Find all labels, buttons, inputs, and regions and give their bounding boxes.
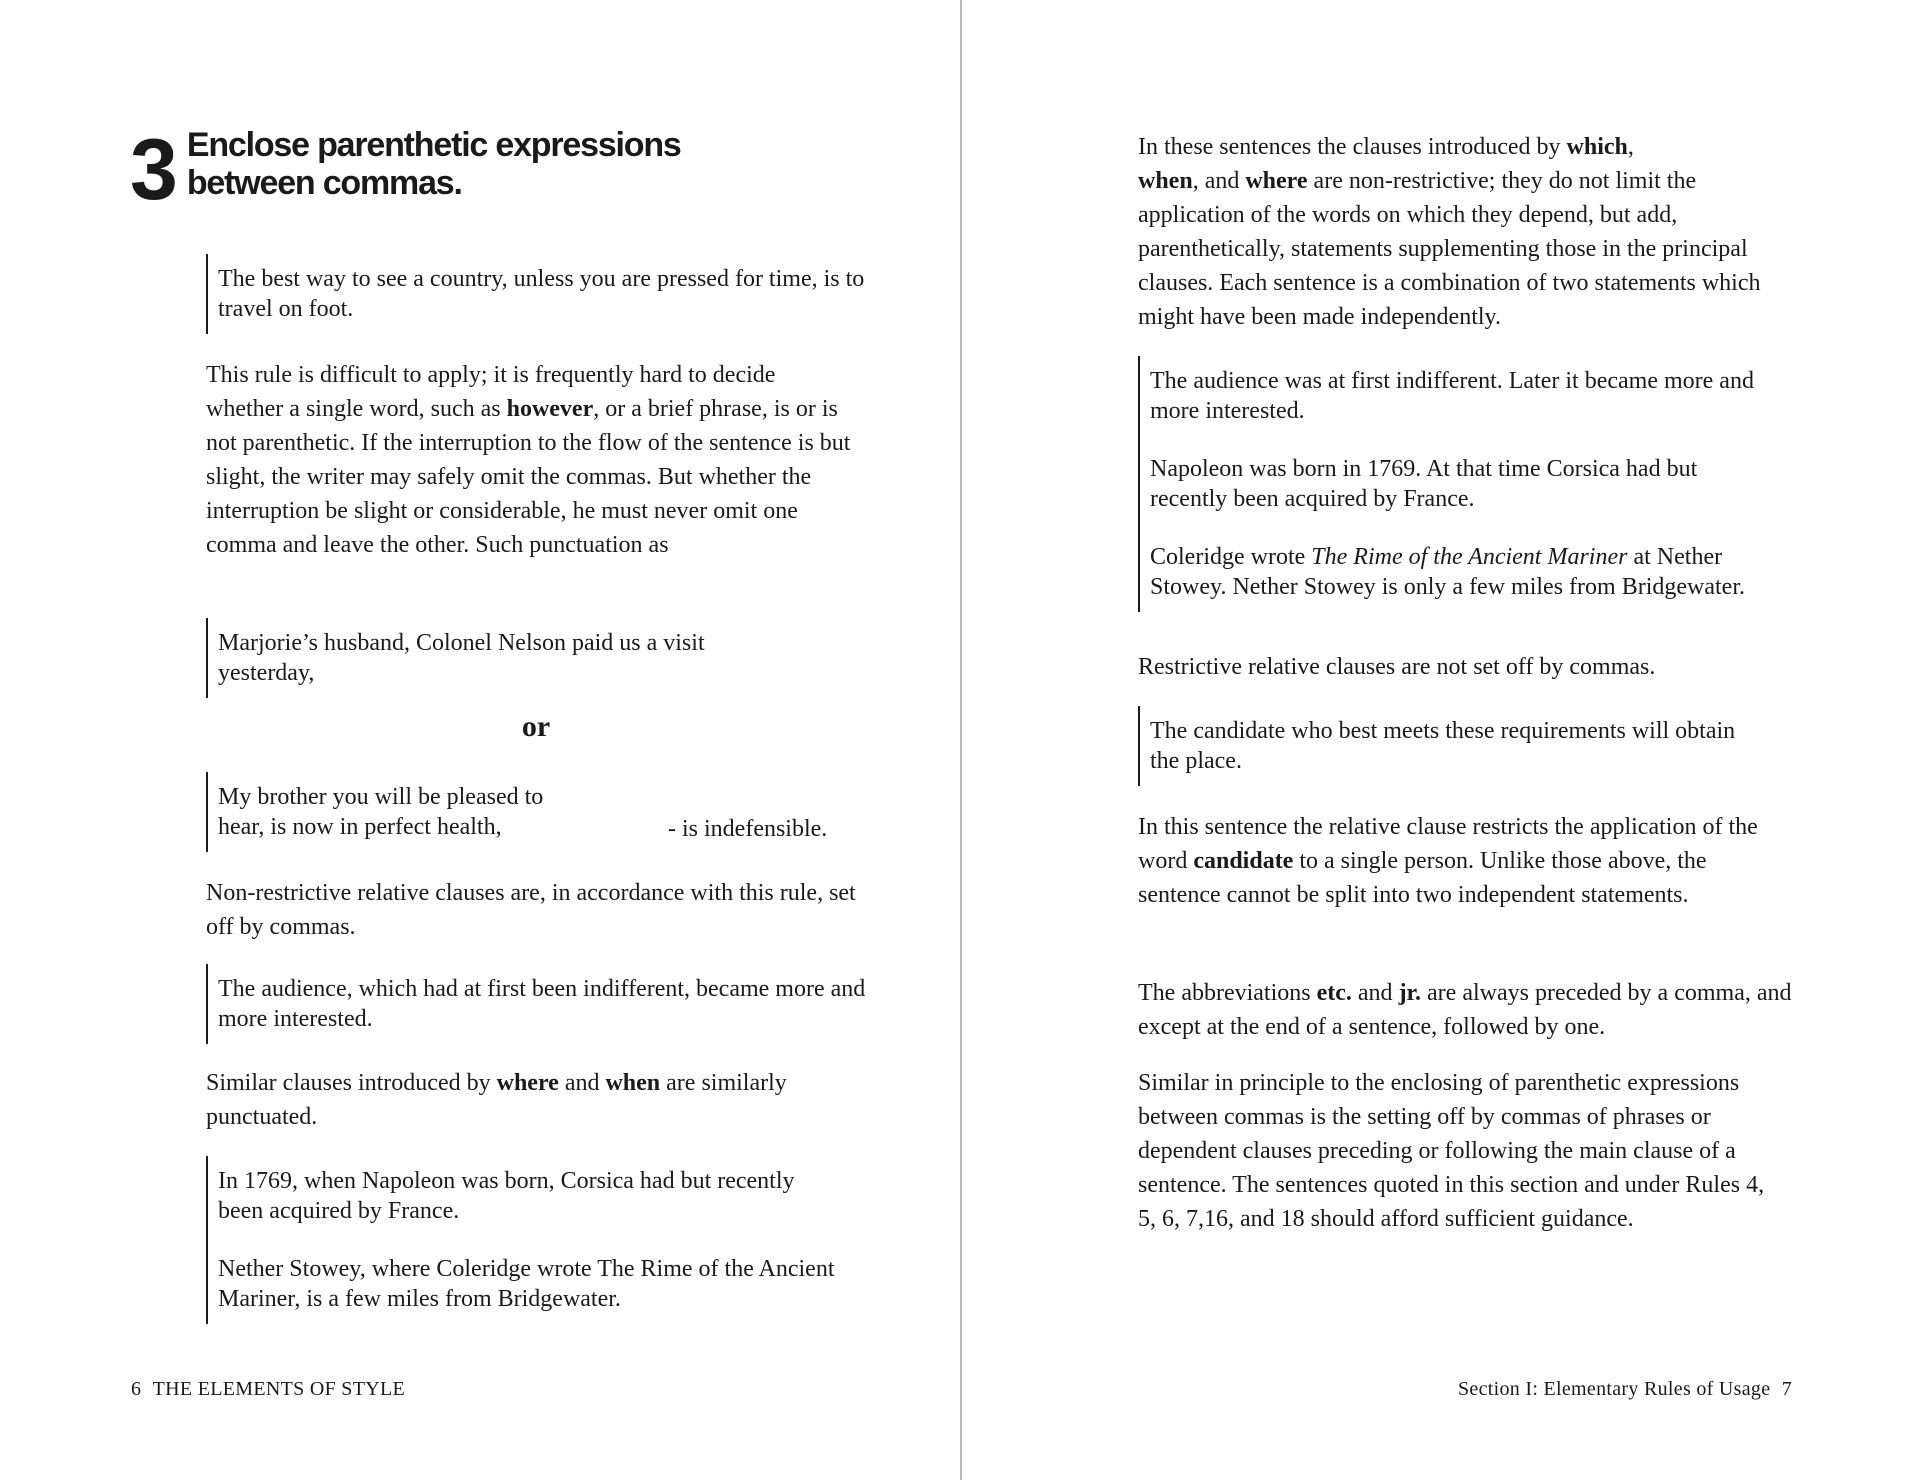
text-run: are non-restrictive; they do not limit the application of the words on which they depend, but add, parenthetically, statements supplementing those in the principal clauses. Each sentence is a combination of two statements which might have been made independently.	[1138, 168, 1761, 330]
bold-term: when	[605, 1070, 661, 1096]
left-footer	[131, 1378, 411, 1401]
text-run: , and	[1192, 168, 1246, 194]
left-quote-5-block	[206, 1156, 866, 1324]
text-run: to a single person. Unlike those above, the sentence cannot be split into two independent statements.	[1138, 848, 1707, 908]
left-quote-3-block	[206, 772, 866, 852]
left-paragraph-3	[206, 1066, 866, 1134]
text-run: Coleridge wrote	[1150, 544, 1312, 570]
bold-term: where	[1245, 168, 1308, 194]
example-quote	[206, 1156, 838, 1324]
body-paragraph	[206, 358, 856, 562]
text-run: are always preceded by a comma, and except at the end of a sentence, followed by one.	[1138, 980, 1792, 1040]
example-quote	[206, 618, 778, 698]
text-run: and	[1351, 980, 1399, 1006]
body-paragraph	[1138, 810, 1788, 912]
example-quote	[1138, 706, 1770, 786]
body-paragraph: Similar in principle to the enclosing of parenthetic expressions between commas is the setting off by commas of phrases or dependent clauses preceding or following the main clause of a sentence. The sentences quoted in this section and under Rules 4, 5, 6, 7,16, and 18 should afford sufficient guidance.	[1138, 1070, 1765, 1232]
rule-title-line1: Enclose parenthetic expressions	[186, 126, 681, 164]
right-paragraph-4	[1138, 976, 1798, 1044]
example-sentence: Nether Stowey, where Coleridge wrote The Rime of the Ancient Mariner, is a few miles from Bridgewater.	[218, 1256, 835, 1312]
example-sentence: Napoleon was born in 1769. At that time Corsica had but recently been acquired by France.	[1150, 456, 1698, 512]
text-run: are similarly punctuated.	[206, 1070, 787, 1130]
example-sentence-line2: hear, is now in perfect health,	[218, 814, 502, 840]
example-quote	[206, 964, 868, 1044]
example-sentence	[1150, 542, 1770, 602]
example-sentence: Marjorie’s husband, Colonel Nelson paid us a visit yesterday,	[218, 630, 705, 686]
example-sentence: The audience, which had at first been indifferent, became more and more interested.	[218, 976, 866, 1032]
rule-number: 3	[130, 122, 175, 218]
example-sentence: The candidate who best meets these requirements will obtain the place.	[1150, 718, 1736, 774]
text-run: Similar clauses introduced by	[206, 1070, 497, 1096]
rule-title	[187, 126, 681, 202]
right-quote-1-block	[1138, 356, 1798, 612]
left-paragraph-1	[206, 358, 856, 562]
book-title: THE ELEMENTS OF STYLE	[152, 1378, 406, 1400]
bold-term: jr.	[1398, 980, 1422, 1006]
text-run: ,	[1627, 134, 1634, 160]
text-run: The abbreviations	[1138, 980, 1317, 1006]
text-run: In these sentences the clauses introduced by	[1138, 134, 1567, 160]
example-quote	[1138, 356, 1770, 612]
bold-term: which	[1566, 134, 1628, 160]
indefensible-note: - is indefensible.	[668, 816, 828, 842]
example-sentence-line1: My brother you will be pleased to	[218, 784, 544, 810]
right-paragraph-3	[1138, 810, 1788, 912]
body-paragraph: Non-restrictive relative clauses are, in accordance with this rule, set off by commas.	[206, 880, 856, 940]
right-footer	[1452, 1378, 1792, 1401]
right-paragraph-2	[1138, 650, 1798, 684]
body-paragraph	[1138, 130, 1778, 334]
example-sentence: The audience was at first indifferent. Later it became more and more interested.	[1150, 368, 1754, 424]
example-sentence: The best way to see a country, unless you are pressed for time, is to travel on foot.	[218, 266, 865, 322]
body-paragraph: Restrictive relative clauses are not set off by commas.	[1138, 654, 1656, 680]
left-quote-4-block	[206, 964, 866, 1044]
right-paragraph-5	[1138, 1066, 1788, 1236]
right-page	[962, 0, 1920, 1480]
rule-heading	[130, 122, 681, 218]
left-paragraph-2	[206, 876, 866, 944]
example-quote	[206, 254, 868, 334]
bold-term: when	[1138, 168, 1193, 194]
page-number: 7	[1781, 1378, 1792, 1400]
text-run: This rule is difficult to apply; it is frequently hard to decide whether a single word, such as	[206, 362, 776, 422]
left-quote-1-block	[206, 254, 866, 334]
bold-term: however	[506, 396, 594, 422]
body-paragraph	[206, 1066, 866, 1134]
example-sentence: In 1769, when Napoleon was born, Corsica had but recently been acquired by France.	[218, 1168, 795, 1224]
text-run: , or a brief phrase, is or is not parenthetic. If the interruption to the flow of the sentence is but slight, the writer may safely omit the commas. But whether the interruption be slight or considerable, he must never omit one comma and leave the other. Such punctuation as	[206, 396, 851, 558]
rule-title-line2: between commas.	[186, 164, 462, 202]
right-quote-2-block	[1138, 706, 1798, 786]
bold-term: where	[496, 1070, 559, 1096]
or-separator: or	[521, 710, 551, 743]
text-run: In this sentence the relative clause restricts the application of the word	[1138, 814, 1758, 874]
body-paragraph	[1138, 976, 1798, 1044]
right-paragraph-1	[1138, 130, 1778, 334]
example-quote	[206, 772, 638, 852]
bold-term: candidate	[1193, 848, 1294, 874]
italic-title: The Rime of the Ancient Mariner	[1311, 544, 1628, 570]
left-quote-2-block	[206, 618, 866, 698]
page-number: 6	[131, 1378, 142, 1400]
bold-term: etc.	[1316, 980, 1352, 1006]
section-title: Section I: Elementary Rules of Usage	[1457, 1378, 1771, 1400]
text-run: and	[558, 1070, 606, 1096]
text-run: at Nether Stowey. Nether Stowey is only a few miles from Bridgewater.	[1150, 544, 1745, 600]
